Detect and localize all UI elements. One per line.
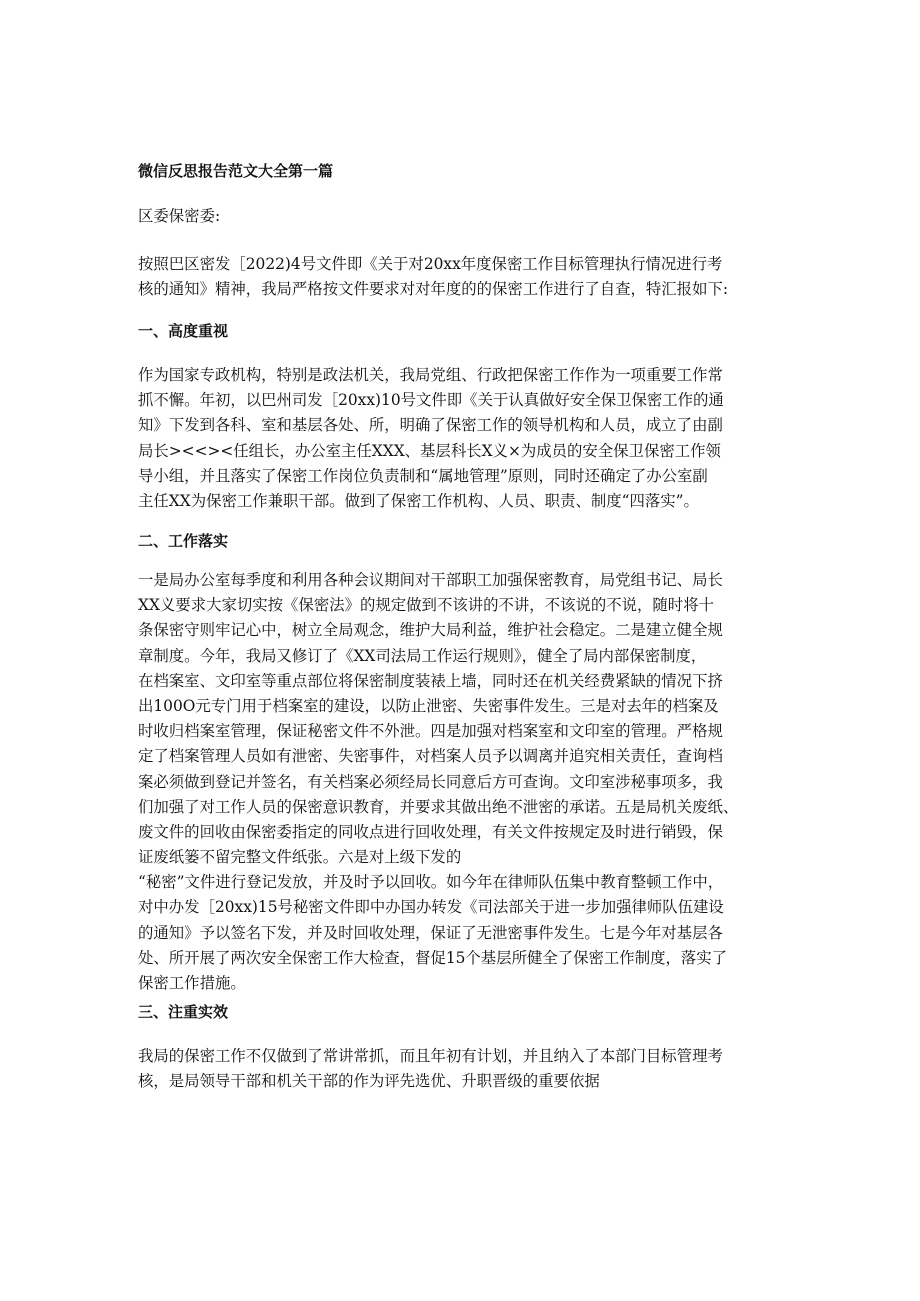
- paragraph-line: 保密工作措施。: [138, 974, 246, 992]
- paragraph-line: 主任XX为保密工作兼职干部。做到了保密工作机构、人员、职责、制度“四落实”。: [138, 491, 699, 510]
- paragraph-line: 对中办发［20xx)15号秘密文件即中办国办转发《司法部关于进一步加强律师队伍建设: [138, 898, 724, 917]
- intro-line: 核的通知》精神，我局严格按文件要求对对年度的的保密工作进行了自查，特汇报如下:: [138, 280, 729, 299]
- section-heading-2: 二、工作落实: [138, 532, 229, 550]
- document-title: 微信反思报告范文大全第一篇: [138, 162, 334, 180]
- paragraph-line: 局长><<><任组长，办公室主任XXX、基层科长X义×为成员的安全保卫保密工作领: [138, 441, 721, 460]
- paragraph-line: 废文件的回收由保密委指定的同收点进行回收处理，有关文件按规定及时进行销毁，保: [138, 822, 723, 841]
- section-heading-1: 一、高度重视: [138, 322, 229, 340]
- paragraph-line: 知》下发到各科、室和基层各处、所，明确了保密工作的领导机构和人员，成立了由副: [138, 416, 723, 435]
- intro-paragraph: [138, 252, 783, 302]
- paragraph-line: 定了档案管理人员如有泄密、失密事件，对档案人员予以调离并追究相关责任，查询档: [138, 747, 723, 766]
- paragraph-line: 章制度。今年，我局又修订了《XX司法局工作运行规则》，健全了局内部保密制度，: [138, 646, 707, 665]
- section-2-paragraph: [138, 568, 783, 996]
- section-3-paragraph: [138, 1044, 783, 1094]
- paragraph-line: 案必须做到登记并签名，有关档案必须经局长同意后方可查询。文印室涉秘事项多，我: [138, 772, 723, 791]
- paragraph-line: 作为国家专政机构，特别是政法机关，我局党组、行政把保密工作作为一项重要工作常: [138, 366, 723, 384]
- paragraph-line: XX义要求大家切实按《保密法》的规定做到不该讲的不讲，不该说的不说，随时将十: [138, 596, 714, 615]
- salutation: 区委保密委:: [138, 207, 221, 225]
- paragraph-line: 我局的保密工作不仅做到了常讲常抓，而且年初有计划，并且纳入了本部门目标管理考: [138, 1047, 723, 1065]
- intro-line: 按照巴区密发［2022)4号文件即《关于对20xx年度保密工作目标管理执行情况进行考: [138, 255, 723, 273]
- paragraph-line: 条保密守则牢记心中，树立全局观念，维护大局利益，维护社会稳定。二是建立健全规: [138, 621, 723, 640]
- paragraph-line: 证废纸篓不留完整文件纸张。六是对上级下发的: [138, 848, 462, 867]
- paragraph-line: 们加强了对工作人员的保密意识教育，并要求其做出绝不泄密的承诺。五是局机关废纸、: [138, 797, 739, 816]
- paragraph-line: 在档案室、文印室等重点部位将保密制度装裱上墙，同时还在机关经费紧缺的情况下挤: [138, 671, 723, 690]
- paragraph-line: 一是局办公室每季度和利用各种会议期间对干部职工加强保密教育，局党组书记、局长: [138, 571, 723, 589]
- section-1-paragraph: [138, 363, 783, 514]
- paragraph-line: 出100O元专门用于档案室的建设，以防止泄密、失密事件发生。三是对去年的档案及: [138, 696, 719, 715]
- section-heading-3: 三、注重实效: [138, 1003, 229, 1021]
- paragraph-line: 导小组，并且落实了保密工作岗位负责制和“属地管理”原则，同时还确定了办公室副: [138, 466, 708, 485]
- paragraph-line: 的通知》予以签名下发，并及时回收处理，保证了无泄密事件发生。七是今年对基层各: [138, 923, 723, 942]
- paragraph-line: 核，是局领导干部和机关干部的作为评先选优、升职晋级的重要依据: [138, 1072, 600, 1091]
- paragraph-line: 抓不懈。年初，以巴州司发［20xx)10号文件即《关于认真做好安全保卫保密工作的通: [138, 391, 724, 410]
- paragraph-line: 处、所开展了两次安全保密工作大检查，督促15个基层所健全了保密工作制度，落实了: [138, 948, 728, 967]
- paragraph-line: “秘密”文件进行登记发放，并及时予以回收。如今年在律师队伍集中教育整顿工作中，: [138, 873, 724, 892]
- paragraph-line: 时收归档案室管理，保证秘密文件不外泄。四是加强对档案室和文印室的管理。严格规: [138, 722, 723, 741]
